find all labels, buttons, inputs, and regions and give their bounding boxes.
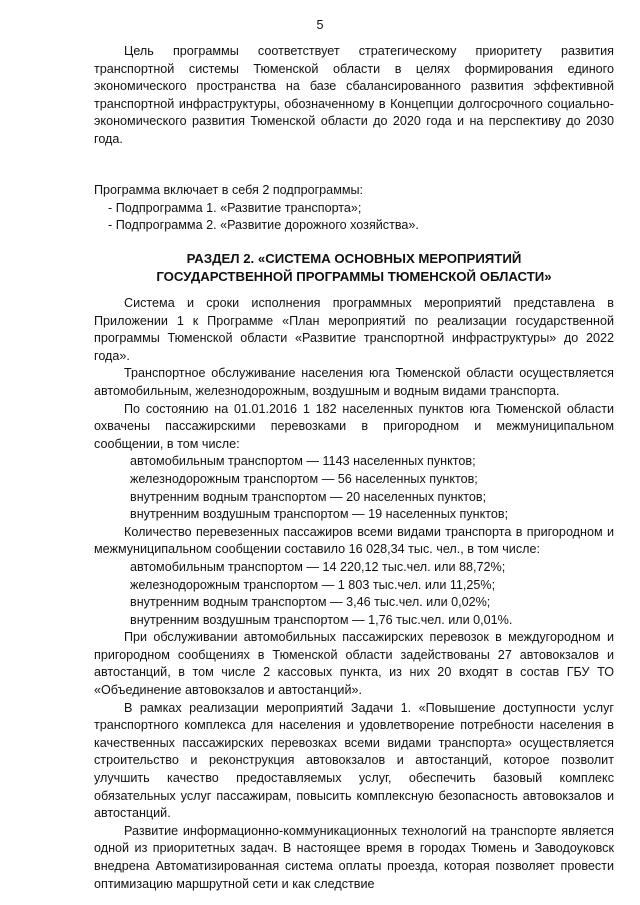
passenger-item: внутренним воздушным транспортом — 1,76 тыс.чел. или 0,01%. — [130, 612, 513, 627]
paragraph-settlements: По состоянию на 01.01.2016 1 182 населенных пунктов юга Тюменской области охвачены пассажирскими перевозками в пригородном и межмуниципальном сообщении, в том числе: — [94, 401, 614, 451]
settlement-item: внутренним водным транспортом — 20 населенных пунктов; — [130, 489, 487, 504]
passenger-item: внутренним водным транспортом — 3,46 тыс.чел. или 0,02%; — [130, 595, 491, 610]
subprogram-item: - Подпрограмма 1. «Развитие транспорта»; — [108, 200, 362, 215]
paragraph-plan: Система и сроки исполнения программных мероприятий представлена в Приложении 1 к Программе «План мероприятий по реализации государственной программы Тюменской области «Развитие транспортной инфраструктуры» до 2022 года». — [94, 296, 614, 363]
passenger-item: автомобильным транспортом — 14 220,12 тыс.чел. или 88,72%; — [130, 559, 506, 574]
subprogram-item: - Подпрограмма 2. «Развитие дорожного хозяйства». — [108, 218, 419, 233]
paragraph-transport-service: Транспортное обслуживание населения юга Тюменской области осуществляется автомобильным, железнодорожным, воздушным и водным видами транспорта. — [94, 366, 614, 398]
subprograms-section — [94, 182, 614, 235]
section-title-line2: ГОСУДАРСТВЕННОЙ ПРОГРАММЫ ТЮМЕНСКОЙ ОБЛАСТИ» — [156, 268, 552, 284]
settlement-item: внутренним воздушным транспортом — 19 населенных пунктов; — [130, 507, 509, 522]
paragraph-ict: Развитие информационно-коммуникационных технологий на транспорте является одной из приоритетных задач. В настоящее время в городах Тюмень и Заводоуковск внедрена Автоматизированная система оплаты проезда, которая позволяет провести оптимизацию маршрутной сети и как следствие — [94, 823, 614, 891]
intro-paragraph: Цель программы соответствует стратегическому приоритету развития транспортной системы Тюменской области в целях формирования единого экономического пространства на базе сбалансированного развития эффективной транспортной инфраструктуры, обозначенному в Концепции долгосрочного социально-экономического развития Тюменской области до 2020 года и на перспективу до 2030 года. — [94, 44, 614, 146]
intro-section — [94, 43, 614, 149]
section-body — [94, 295, 614, 893]
subprograms-intro: Программа включает в себя 2 подпрограммы: — [94, 183, 364, 197]
section-heading — [94, 250, 614, 286]
paragraph-bus-stations: При обслуживании автомобильных пассажирских перевозок в междугородном и пригородном сообщениях в Тюменской области задействованы 27 автовокзалов и автостанций, в том числе 2 кассовых пункта, из них 20 входят в состав ГБУ ТО «Объединение автовокзалов и автостанций». — [94, 630, 614, 698]
section-title-line1: РАЗДЕЛ 2. «СИСТЕМА ОСНОВНЫХ МЕРОПРИЯТИЙ — [186, 251, 522, 266]
passenger-item: железнодорожным транспортом — 1 803 тыс.чел. или 11,25%; — [130, 577, 496, 592]
paragraph-task-1: В рамках реализации мероприятий Задачи 1. «Повышение доступности услуг транспортного комплекса для населения и удовлетворение потребности населения в качественных пассажирских перевозках всеми видами транспорта» осуществляется строительство и реконструкция автовокзалов и автостанций, которое позволит улучшить качество предоставляемых услуг, обеспечить базовый комплекс обязательных услуг пассажирам, повысить комплексную безопасность автовокзалов и автостанций. — [94, 700, 614, 821]
page-number: 5 — [316, 18, 324, 32]
settlement-item: автомобильным транспортом — 1143 населенных пунктов; — [130, 454, 476, 469]
settlement-item: железнодорожным транспортом — 56 населенных пунктов; — [130, 471, 478, 486]
paragraph-passengers: Количество перевезенных пассажиров всеми видами транспорта в пригородном и межмуниципальном сообщении составило 16 028,34 тыс. чел., в том числе: — [94, 524, 614, 557]
